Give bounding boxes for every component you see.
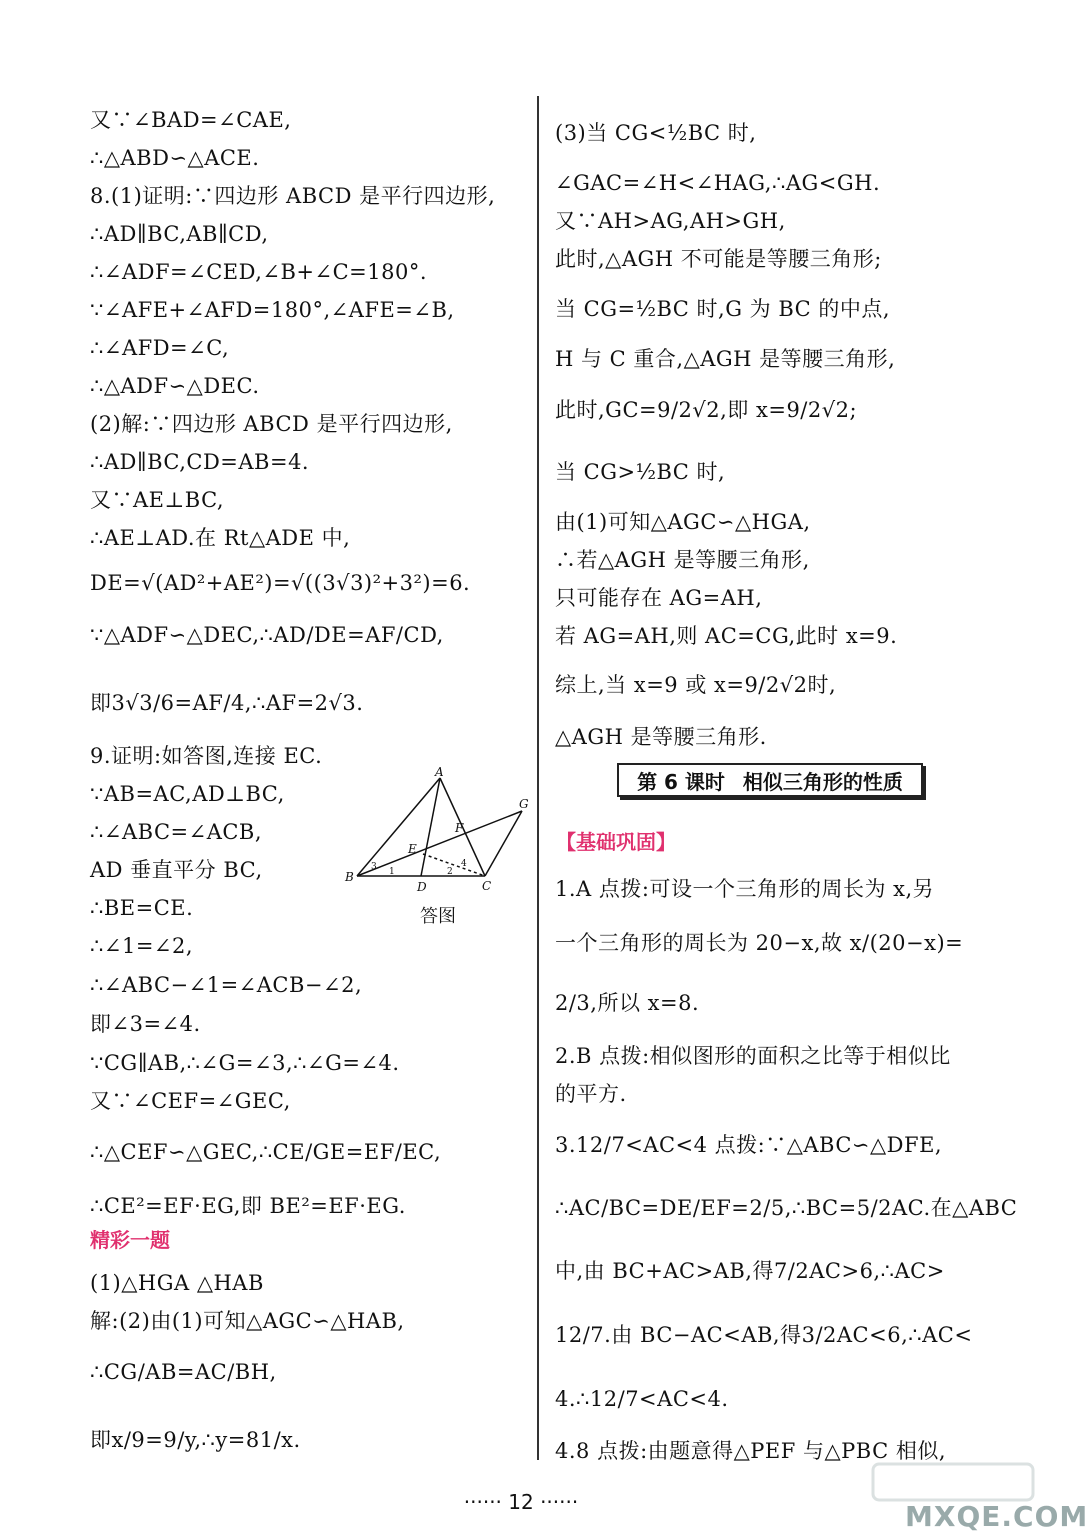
left-text-line: ∴∠ABC−∠1=∠ACB−∠2, (90, 973, 363, 997)
right-text-line: 综上,当 x=9 或 x=9/2√2时, (555, 673, 837, 697)
left-text-line: ∴∠AFD=∠C, (90, 336, 230, 360)
left-text-line: (2)解:∵四边形 ABCD 是平行四边形, (90, 412, 453, 436)
left-text-line: ∵AB=AC,AD⊥BC, (90, 782, 285, 806)
left-text-line: ∴AE⊥AD.在 Rt△ADE 中, (90, 526, 351, 550)
right-text-line: 3.12/7<AC<4 点拨:∵△ABC∽△DFE, (555, 1133, 943, 1157)
left-text-line: ∴△ABD∽△ACE. (90, 146, 260, 170)
right-text-line: ∠GAC=∠H<∠HAG,∴AG<GH. (555, 171, 881, 195)
lesson-title: 相似三角形的性质 (742, 769, 903, 794)
label-angle-1: 1 (389, 867, 395, 877)
label-f: F (455, 821, 464, 835)
right-text-line: 4.8 点拨:由题意得△PEF 与△PBC 相似, (555, 1439, 947, 1463)
left-text-line: 又∵∠CEF=∠GEC, (90, 1089, 291, 1113)
left-text-line: ∵∠AFE+∠AFD=180°,∠AFE=∠B, (90, 298, 455, 322)
label-d: D (417, 880, 427, 894)
section-jichu-title: 【基础巩固】 (556, 830, 676, 854)
label-b: B (345, 870, 354, 884)
left-text-line: 解:(2)由(1)可知△AGC∽△HAB, (90, 1309, 405, 1333)
column-divider (537, 96, 539, 1460)
label-e: E (408, 842, 417, 856)
left-text-line: 又∵AE⊥BC, (90, 488, 225, 512)
right-text-line: 12/7.由 BC−AC<AB,得3/2AC<6,∴AC< (555, 1323, 973, 1347)
section-jingcai-title: 精彩一题 (90, 1228, 170, 1252)
left-text-line: ∴AD∥BC,AB∥CD, (90, 222, 269, 246)
left-text-line: ∴BE=CE. (90, 896, 194, 920)
right-text-line: 当 CG=½BC 时,G 为 BC 的中点, (555, 297, 891, 321)
segment-bg (357, 811, 522, 876)
left-text-line: ∵△ADF∽△DEC,∴AD/DE=AF/CD, (90, 623, 444, 647)
segment-ad (421, 778, 440, 876)
right-text-line: 的平方. (555, 1082, 627, 1106)
left-text-line: ∴∠ADF=∠CED,∠B+∠C=180°. (90, 260, 428, 284)
right-text-line: 又∵AH>AG,AH>GH, (555, 209, 786, 233)
left-text-line: ∴CE²=EF·EG,即 BE²=EF·EG. (90, 1194, 406, 1218)
left-text-line: 即3√3/6=AF/4,∴AF=2√3. (90, 691, 364, 715)
segment-ab (357, 778, 440, 876)
lesson-header-box (617, 763, 923, 797)
label-a: A (435, 765, 444, 779)
left-text-line: 9.证明:如答图,连接 EC. (90, 744, 323, 768)
page-number: ······ 12 ······ (463, 1490, 579, 1514)
right-text-line: 4.∴12/7<AC<4. (555, 1387, 729, 1411)
label-angle-4: 4 (461, 859, 467, 869)
left-text-line: ∴∠1=∠2, (90, 934, 194, 958)
right-text-line: (3)当 CG<½BC 时, (555, 121, 757, 145)
left-text-line: ∴AD∥BC,CD=AB=4. (90, 450, 310, 474)
right-text-line: ∴AC/BC=DE/EF=2/5,∴BC=5/2AC.在△ABC (555, 1196, 1018, 1220)
left-text-line: AD 垂直平分 BC, (90, 858, 263, 882)
right-text-line: 若 AG=AH,则 AC=CG,此时 x=9. (555, 624, 898, 648)
right-text-line: 当 CG>½BC 时, (555, 460, 726, 484)
left-text-line: ∴△CEF∽△GEC,∴CE/GE=EF/EC, (90, 1140, 442, 1164)
right-text-line: 由(1)可知△AGC∽△HGA, (555, 510, 811, 534)
right-text-line: H 与 C 重合,△AGH 是等腰三角形, (555, 347, 896, 371)
right-text-line: 一个三角形的周长为 20−x,故 x/(20−x)= (555, 931, 964, 955)
left-text-line: (1)△HGA △HAB (90, 1271, 264, 1295)
left-text-line: 又∵∠BAD=∠CAE, (90, 108, 292, 132)
lesson-number: 第 6 课时 (637, 769, 725, 794)
label-angle-2: 2 (447, 867, 453, 877)
left-text-line: ∴△ADF∽△DEC. (90, 374, 260, 398)
left-text-line: 8.(1)证明:∵四边形 ABCD 是平行四边形, (90, 184, 496, 208)
right-text-line: 只可能存在 AG=AH, (555, 586, 763, 610)
left-text-line: 即x/9=9/y,∴y=81/x. (90, 1428, 301, 1452)
right-text-line: ∴若△AGH 是等腰三角形, (555, 548, 810, 572)
right-text-line: 中,由 BC+AC>AB,得7/2AC>6,∴AC> (555, 1259, 945, 1283)
right-text-line: 2.B 点拨:相似图形的面积之比等于相似比 (555, 1044, 951, 1068)
label-c: C (482, 879, 492, 893)
right-text-line: 此时,GC=9/2√2,即 x=9/2√2; (555, 398, 858, 422)
left-text-line: ∴CG/AB=AC/BH, (90, 1360, 277, 1384)
left-text-line: ∵CG∥AB,∴∠G=∠3,∴∠G=∠4. (90, 1051, 400, 1075)
right-text-line: △AGH 是等腰三角形. (555, 725, 767, 749)
left-text-line: 即∠3=∠4. (90, 1012, 201, 1036)
watermark-text: MXQE.COM (905, 1500, 1088, 1533)
left-text-line: DE=√(AD²+AE²)=√((3√3)²+3²)=6. (90, 571, 471, 595)
right-text-line: 1.A 点拨:可设一个三角形的周长为 x,另 (555, 877, 935, 901)
figure-caption: 答图 (420, 906, 456, 927)
left-text-line: ∴∠ABC=∠ACB, (90, 820, 263, 844)
segment-cg (485, 811, 522, 876)
label-g: G (519, 797, 529, 811)
right-text-line: 此时,△AGH 不可能是等腰三角形; (555, 247, 882, 271)
label-angle-3: 3 (371, 862, 377, 872)
right-text-line: 2/3,所以 x=8. (555, 991, 700, 1015)
